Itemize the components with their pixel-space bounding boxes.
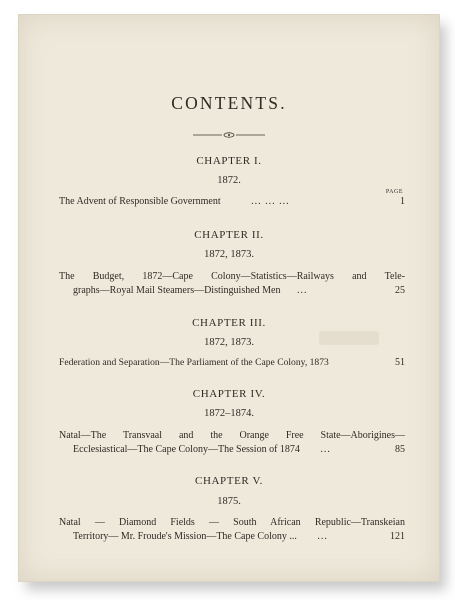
chapter-3-page-number: 51 — [395, 357, 405, 368]
chapter-1-years: 1872. — [217, 175, 241, 186]
page-column-label: PAGE — [385, 189, 403, 195]
chapter-5-text-line-1: Natal — Diamond Fields — South African Republic—Transkeian — [59, 517, 405, 528]
chapter-1-title: CHAPTER I. — [196, 155, 262, 167]
chapter-3-years: 1872, 1873. — [204, 337, 254, 348]
chapter-1-entry — [59, 195, 405, 209]
chapter-4-entry — [59, 429, 405, 457]
chapter-1-page-number: 1 — [400, 196, 405, 207]
chapter-1-text-line-1: The Advent of Responsible Government — [59, 196, 221, 207]
chapter-5-page-number: 121 — [390, 531, 405, 542]
chapter-5-years: 1875. — [217, 496, 241, 507]
chapter-3-text-line-1: Federation and Separation—The Parliament of the Cape Colony, 1873 — [59, 357, 329, 368]
chapter-2-years: 1872, 1873. — [204, 249, 254, 260]
book-page — [18, 14, 440, 582]
chapter-2-text-line-2: graphs—Royal Mail Steamers—Distinguished Men — [73, 285, 281, 296]
chapter-5-text-line-2: Territory— Mr. Froude's Mission—The Cape Colony ... — [73, 531, 297, 542]
chapter-2-leader-dots: ... — [296, 285, 308, 296]
chapter-5-leader-dots: ... — [317, 531, 328, 542]
chapter-2-text-line-1: The Budget, 1872—Cape Colony—Statistics—Railways and Tele- — [59, 271, 405, 282]
chapter-3-entry — [59, 356, 405, 370]
chapter-1-leader-dots: ... ... ... — [251, 196, 290, 207]
divider-ornament-icon — [189, 131, 269, 139]
chapter-4-text-line-2: Ecclesiastical—The Cape Colony—The Session of 1874 — [73, 444, 300, 455]
chapter-2-entry — [59, 270, 405, 298]
chapter-4-years: 1872–1874. — [204, 408, 254, 419]
chapter-5-title: CHAPTER V. — [195, 475, 263, 487]
page-title: CONTENTS. — [171, 93, 287, 113]
chapter-2-page-number: 25 — [395, 285, 405, 296]
chapter-4-text-line-1: Natal—The Transvaal and the Orange Free State—Aborigines— — [59, 430, 405, 441]
chapter-4-title: CHAPTER IV. — [192, 388, 266, 400]
chapter-4-leader-dots: ... — [320, 444, 331, 455]
chapter-3-title: CHAPTER III. — [192, 317, 266, 329]
chapter-4-page-number: 85 — [395, 444, 405, 455]
chapter-2-title: CHAPTER II. — [194, 229, 264, 241]
chapter-5-entry — [59, 516, 405, 544]
